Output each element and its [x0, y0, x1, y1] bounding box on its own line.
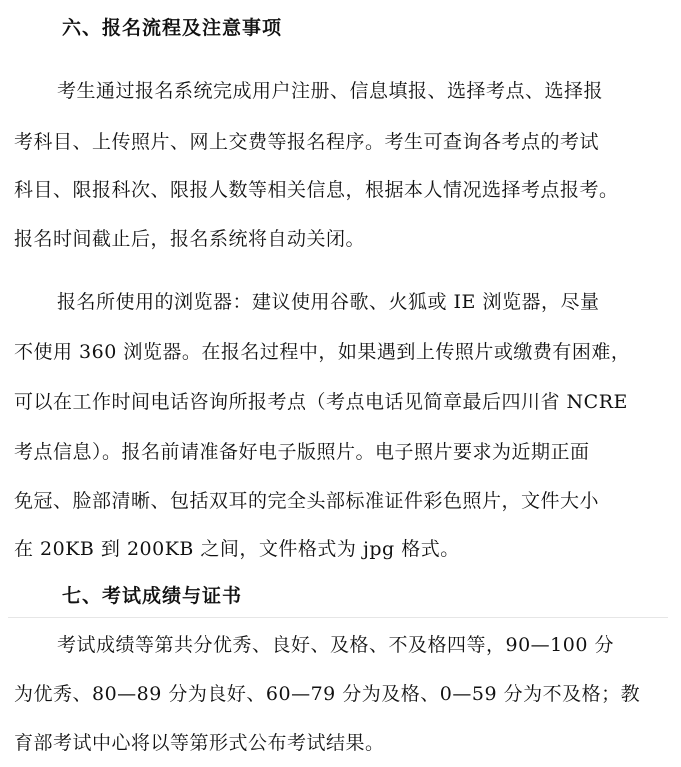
section-6-para2-line2: 不使用 360 浏览器。在报名过程中，如果遇到上传照片或缴费有困难，	[14, 341, 631, 363]
section-6-para2-line6: 在 20KB 到 200KB 之间，文件格式为 jpg 格式。	[14, 538, 460, 560]
section-7-para1-line2: 为优秀、80—89 分为良好、60—79 分为及格、0—59 分为不及格；教	[14, 683, 641, 705]
section-6-para2-line5: 免冠、脸部清晰、包括双耳的完全头部标准证件彩色照片，文件大小	[14, 490, 600, 512]
section-6-para1-line1: 考生通过报名系统完成用户注册、信息填报、选择考点、选择报	[57, 80, 604, 102]
section-7-heading: 七、考试成绩与证书	[62, 585, 243, 607]
section-6-para2-line1: 报名所使用的浏览器：建议使用谷歌、火狐或 IE 浏览器，尽量	[57, 291, 600, 313]
section-6-para1-line4: 报名时间截止后，报名系统将自动关闭。	[14, 228, 366, 250]
divider	[8, 617, 668, 618]
section-6-para2-line4: 考点信息）。报名前请准备好电子版照片。电子照片要求为近期正面	[14, 441, 590, 463]
section-6-para1-line2: 考科目、上传照片、网上交费等报名程序。考生可查询各考点的考试	[14, 131, 600, 153]
section-6-heading: 六、报名流程及注意事项	[62, 17, 283, 39]
section-7-para1-line1: 考试成绩等第共分优秀、良好、及格、不及格四等，90—100 分	[57, 634, 614, 656]
section-7-para1-line3: 育部考试中心将以等第形式公布考试结果。	[14, 732, 385, 754]
section-6-para2-line3: 可以在工作时间电话咨询所报考点（考点电话见简章最后四川省 NCRE	[14, 391, 628, 413]
section-6-para1-line3: 科目、限报科次、限报人数等相关信息，根据本人情况选择考点报考。	[14, 179, 619, 201]
